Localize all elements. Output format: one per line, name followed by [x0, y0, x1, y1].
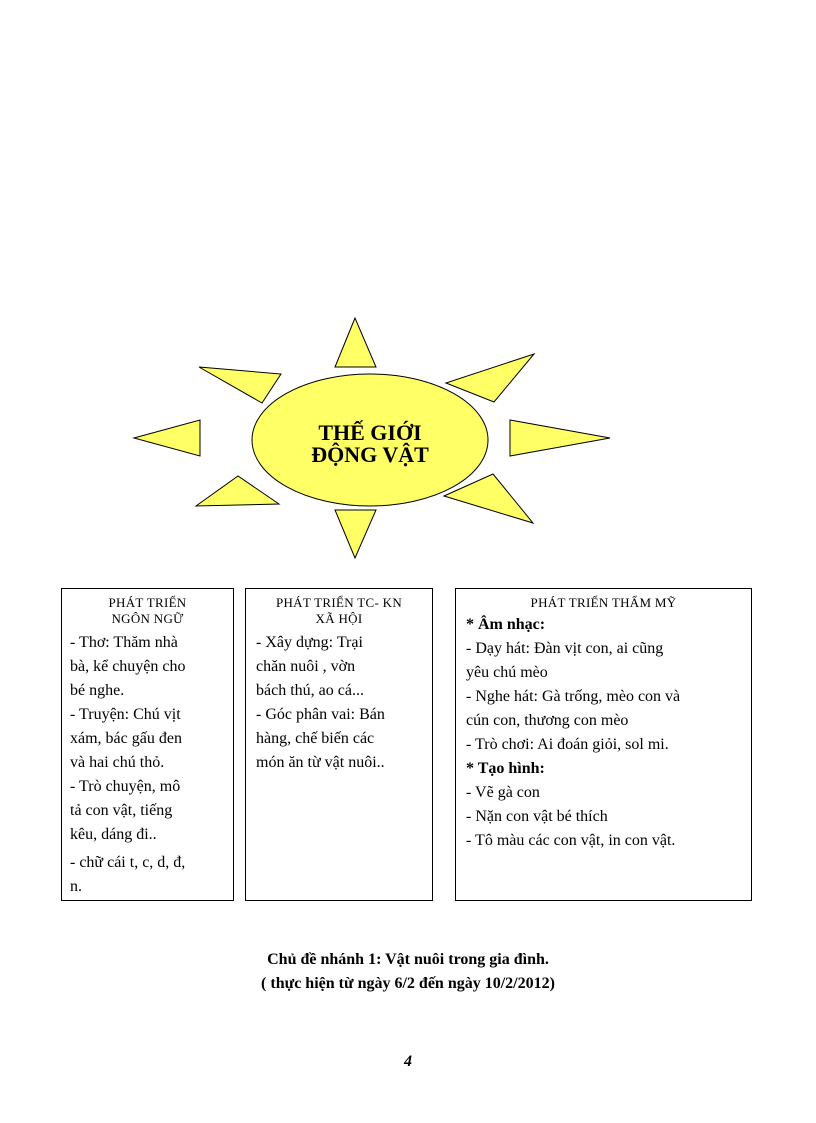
box-header-line1: PHÁT TRIỂN TC- KN: [275, 595, 403, 610]
sun-ray-top-right: [446, 354, 534, 402]
list-item: - Dạy hát: Đàn vịt con, ai cũng: [466, 640, 664, 657]
sun-ray-top: [335, 318, 376, 367]
list-item: và hai chú thỏ.: [70, 754, 165, 771]
sun-title-line2: ĐỘNG VẬT: [311, 442, 429, 467]
sun-ray-bottom-left: [196, 476, 279, 506]
box-header-line1: PHÁT TRIỂN THẨM MỸ: [530, 595, 677, 610]
list-item: - Vẽ gà con: [466, 784, 540, 801]
list-item: - chữ cái t, c, d, đ,: [70, 854, 186, 871]
social-skills-box: [245, 588, 433, 901]
list-item: - Nặn con vật bé thích: [466, 808, 608, 825]
list-item: chăn nuôi , vờn: [256, 658, 356, 675]
caption-dates: ( thực hiện từ ngày 6/2 đến ngày 10/2/2012): [261, 975, 555, 992]
music-heading: * Âm nhạc:: [466, 616, 546, 633]
list-item: bách thú, ao cá...: [256, 682, 364, 699]
list-item: cún con, thương con mèo: [466, 712, 629, 729]
list-item: - Xây dựng: Trại: [256, 634, 363, 651]
list-item: - Trò chuyện, mô: [70, 778, 181, 795]
list-item: - Thơ: Thăm nhà: [70, 634, 178, 651]
box-header-line2: XÃ HỘI: [315, 611, 363, 626]
caption-topic: Chủ đề nhánh 1: Vật nuôi trong gia đình.: [267, 951, 549, 968]
list-item: - Truyện: Chú vịt: [70, 706, 181, 723]
sun-ray-bottom: [335, 510, 376, 558]
sun-ray-left: [134, 420, 200, 456]
list-item: n.: [70, 878, 82, 895]
list-item: hàng, chế biến các: [256, 730, 375, 747]
language-development-box: [61, 588, 234, 901]
list-item: bà, kể chuyện cho: [70, 658, 186, 675]
list-item: xám, bác gấu đen: [70, 730, 182, 747]
art-heading: * Tạo hình:: [466, 760, 545, 777]
list-item: bé nghe.: [70, 682, 125, 699]
sun-ray-right: [510, 420, 610, 456]
list-item: - Trò chơi: Ai đoán giỏi, sol mi.: [466, 736, 669, 753]
list-item: tả con vật, tiếng: [70, 802, 173, 819]
list-item: - Góc phân vai: Bán: [256, 706, 385, 723]
box-header-line2: NGÔN NGỮ: [111, 611, 184, 626]
sun-title-line1: THẾ GIỚI: [318, 420, 422, 445]
list-item: yêu chú mèo: [466, 664, 548, 681]
sun-ray-top-left: [199, 367, 281, 403]
list-item: kêu, dáng đi..: [70, 826, 157, 843]
box-header-line1: PHÁT TRIỂN: [108, 595, 187, 610]
list-item: - Nghe hát: Gà trống, mèo con và: [466, 688, 681, 705]
list-item: - Tô màu các con vật, in con vật.: [466, 832, 676, 849]
page-number: 4: [404, 1053, 412, 1070]
list-item: món ăn từ vật nuôi..: [256, 754, 385, 771]
aesthetic-development-box: [455, 588, 752, 901]
